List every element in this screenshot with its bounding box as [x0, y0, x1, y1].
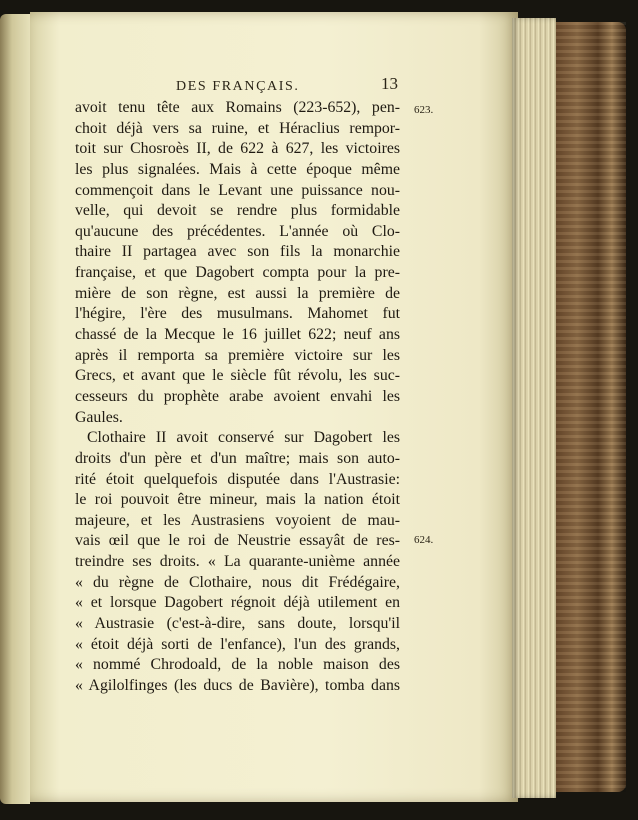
text-line: « nommé Chrodoald, de la noble maison des [75, 656, 400, 674]
text-line: Gaules. [75, 408, 123, 426]
text-line: « Agilolfinges (les ducs de Bavière), tomba dans [75, 676, 400, 694]
text-line: droits d'un père et d'un maître; mais son auto- [75, 449, 400, 467]
margin-note-year: 623. [414, 104, 434, 116]
book-binding [556, 22, 626, 792]
left-page-edge [0, 14, 30, 804]
text-line: thaire II partagea avec son fils la monarchie [75, 243, 400, 261]
text-line: le roi pouvoit être mineur, mais la nation étoit [75, 491, 400, 509]
text-line: « du règne de Clothaire, nous dit Frédégaire, [75, 573, 400, 591]
page-header [176, 76, 398, 96]
text-line: avoit tenu tête aux Romains (223-652), pen- [75, 99, 400, 116]
text-line: mière de son règne, est aussi la première de [75, 284, 400, 302]
text-line: française, et que Dagobert compta pour la pre- [75, 264, 400, 282]
text-line: après il remporta sa première victoire sur les [75, 346, 400, 364]
page-edges [512, 18, 556, 798]
text-line: qu'aucune des précédentes. L'année où Clo- [75, 222, 400, 240]
text-line: vais œil que le roi de Neustrie essayât de res- [75, 532, 400, 550]
text-line: Clothaire II avoit conservé sur Dagobert les [87, 429, 400, 447]
text-line: choit déjà vers sa ruine, et Héraclius rempor- [75, 119, 400, 137]
text-line: les plus signalées. Mais à cette époque même [75, 160, 400, 178]
running-head: DES FRANÇAIS. [176, 79, 300, 94]
text-line: toit sur Chosroès II, de 622 à 627, les victoires [75, 140, 400, 158]
text-line: commençoit dans le Levant une puissance nou- [75, 181, 400, 199]
text-line: cesseurs du prophète arabe avoient envahi les [75, 387, 400, 405]
text-line: rité étoit quelquefois disputée dans l'Austrasie: [75, 470, 400, 488]
text-line: velle, qui devoit se rendre plus formidable [75, 202, 400, 220]
text-line: chassé de la Mecque le 16 juillet 622; neuf ans [75, 326, 400, 344]
text-line: « et lorsque Dagobert régnoit déjà utilement en [75, 594, 400, 612]
page-number: 13 [381, 74, 398, 93]
text-line: « étoit déjà sorti de l'enfance), l'un des grands, [75, 635, 400, 653]
body-text [75, 98, 400, 697]
text-line: Grecs, et avant que le siècle fût révolu, les suc- [75, 367, 400, 385]
text-line: « Austrasie (c'est-à-dire, sans doute, lorsqu'il [75, 615, 400, 633]
margin-note-year: 624. [414, 534, 434, 546]
text-line: l'hégire, l'ère des musulmans. Mahomet fut [75, 305, 400, 323]
text-line: majeure, et les Austrasiens voyoient de mau- [75, 511, 400, 529]
text-line: treindre ses droits. « La quarante-unième année [75, 553, 400, 571]
